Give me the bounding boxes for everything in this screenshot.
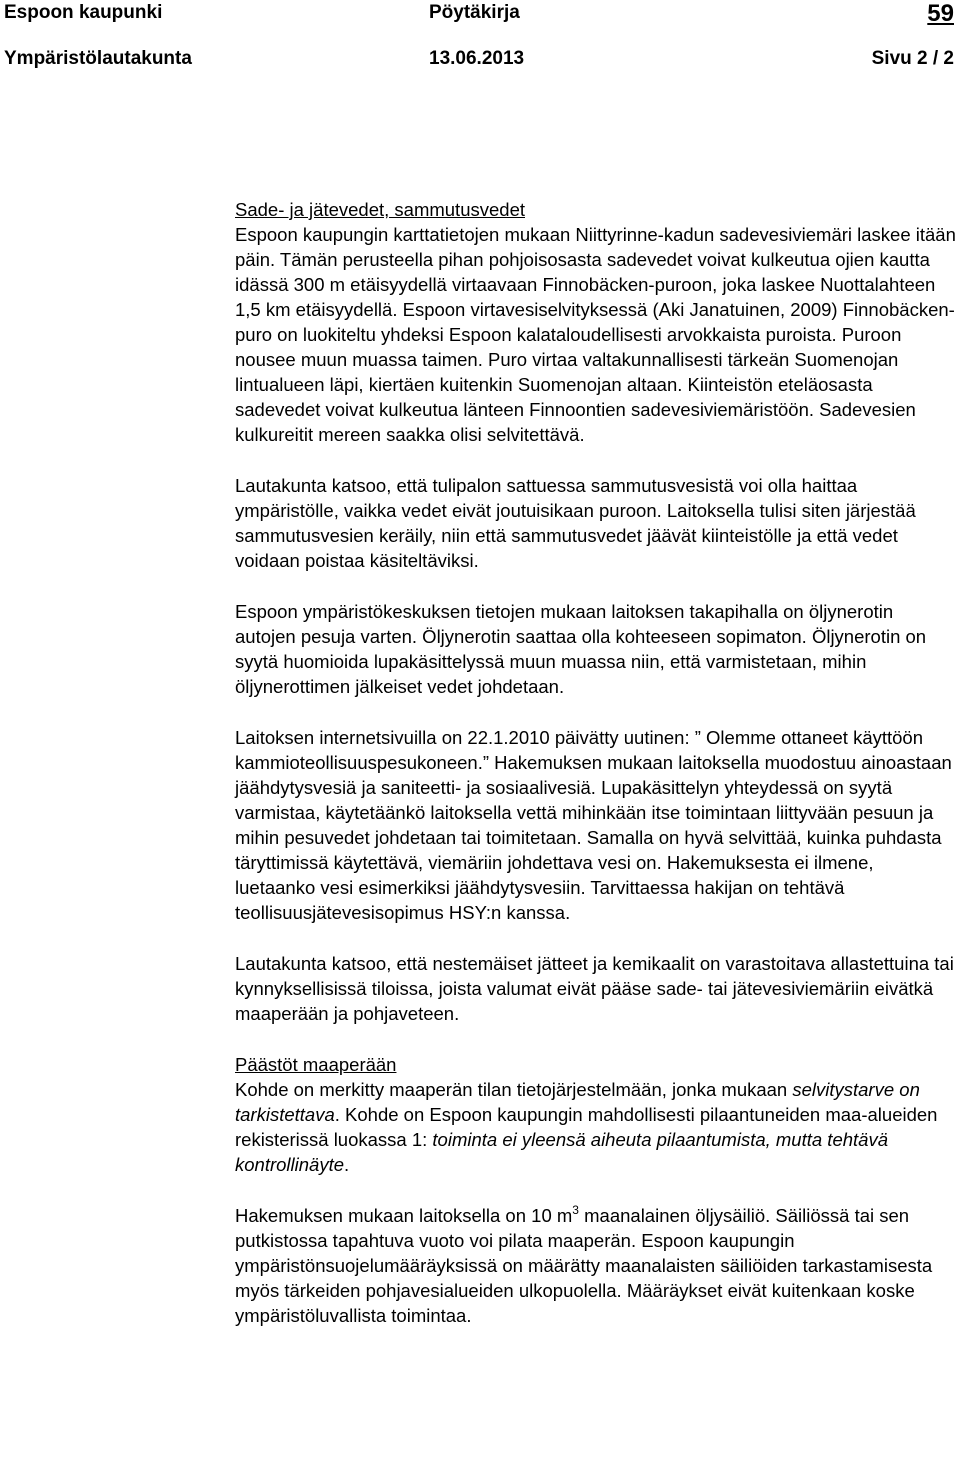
document-type: Pöytäkirja bbox=[429, 2, 520, 23]
committee-name: Ympäristölautakunta bbox=[4, 48, 192, 69]
italic-run: toiminta ei yleensä aiheuta pilaantumista, mutta tehtävä kontrollinäyte bbox=[235, 1129, 888, 1175]
paragraph-washing-water: Laitoksen internetsivuilla on 22.1.2010 päivätty uutinen: ” Olemme ottaneet käyttöön kammioteollisuuspesukoneen.” Hakemuksen mukaan laitoksella muodostuu ainoastaan jäähdytysvesiä ja saniteetti- ja sosiaalivesiä. Lupakäsittelyn yhteydessä on syytä varmistaa, käytetäänkö laitoksella vettä mihinkään itse toimintaan liittyvään pesuun ja mihin pesuvedet johdetaan tai toimitetaan. Samalla on hyvä selvittää, kuinka puhdasta täryttimissä käytettävä, viemäriin johdettava vesi on. Hakemuksesta ei ilmene, luetaanko vesi esimerkiksi jäähdytysvesiin. Tarvittaessa hakijan on tehtävä teollisuusjätevesisopimus HSY:n kanssa. bbox=[235, 727, 952, 923]
city-name: Espoon kaupunki bbox=[4, 2, 163, 23]
paragraph-oil-separator: Espoon ympäristökeskuksen tietojen mukaan laitoksen takapihalla on öljynerotin autojen pesuja varten. Öljynerotin saattaa olla kohteeseen sopimaton. Öljynerotin on syytä huomioida lupakäsittelyssä muun muassa niin, että varmistetaan, mihin öljynerottimen jälkeiset vedet johdetaan. bbox=[235, 601, 927, 697]
text-run: . Kohde on Espoon kaupungin mahdollisesti pilaantuneiden maa-alueiden rekisterissä luokassa 1: bbox=[235, 1104, 938, 1150]
page-indicator: Sivu 2 / 2 bbox=[871, 48, 954, 69]
section-heading-soil-emissions: Päästöt maaperään bbox=[235, 1054, 397, 1075]
paragraph-soil-register bbox=[235, 1077, 957, 1177]
document-body bbox=[235, 197, 957, 1328]
paragraph-firewater: Lautakunta katsoo, että tulipalon sattuessa sammutusvesistä voi olla haittaa ympäristölle, vaikka vedet eivät joutuisikaan puroon. Laitoksella tulisi siten järjestää sammutusvesien keräily, niin että sammutusvedet jäävät kiinteistölle ja että vedet voidaan poistaa käsiteltäviksi. bbox=[235, 475, 916, 571]
paragraph-chemical-storage: Lautakunta katsoo, että nestemäiset jätteet ja kemikaalit on varastoitava allastettuina tai kynnyksellisissä tiloissa, joista valumat eivät pääse sade- tai jätevesiviemäriin eivätkä maaperään ja pohjaveteen. bbox=[235, 953, 954, 1024]
section-number: 59 bbox=[927, 0, 954, 27]
superscript: 3 bbox=[572, 1203, 579, 1217]
text-run: . bbox=[344, 1154, 350, 1175]
paragraph-stormwater: Espoon kaupungin karttatietojen mukaan Niittyrinne-kadun sadevesiviemäri laskee itään päin. Tämän perusteella pihan pohjoisosasta sadevedet voivat kulkeutua ojien kautta idässä 300 m etäisyydellä virtaavaan Finnobäcken-puroon, joka laskee Nuottalahteen 1,5 km etäisyydellä. Espoon virtavesiselvityksessä (Aki Janatuinen, 2009) Finnobäcken-puro on luokiteltu yhdeksi Espoon kalataloudellisesti arvokkaista puroista. Puroon nousee muun muassa taimen. Puro virtaa valtakunnallisesti tärkeän Suomenojan lintualueen läpi, kiertäen kuitenkin Suomenojan altaan. Kiinteistön eteläosasta sadevedet voivat kulkeutua länteen Finnoontien sadevesiviemäristöön. Sadevesien kulkureitit mereen saakka olisi selvitettävä. bbox=[235, 224, 956, 445]
meeting-date: 13.06.2013 bbox=[429, 48, 525, 69]
paragraph-oil-tank bbox=[235, 1203, 957, 1328]
section-heading-wastewater: Sade- ja jätevedet, sammutusvedet bbox=[235, 199, 525, 220]
text-run: Hakemuksen mukaan laitoksella on 10 m bbox=[235, 1205, 573, 1226]
text-run: Kohde on merkitty maaperän tilan tietojärjestelmään, jonka mukaan bbox=[235, 1079, 793, 1100]
text-run: maanalainen öljysäiliö. Säiliössä tai sen putkistossa tapahtuva vuoto voi pilata maaperän. Espoon kaupungin ympäristönsuojelumääräyksissä on määrätty maanalaisten säiliöiden tarkastamisesta myös tärkeiden pohjavesialueiden ulkopuolella. Määräykset eivät kuitenkaan koske ympäristöluvallista toimintaa. bbox=[235, 1205, 933, 1326]
italic-run: selvitystarve on tarkistettava bbox=[235, 1079, 920, 1125]
